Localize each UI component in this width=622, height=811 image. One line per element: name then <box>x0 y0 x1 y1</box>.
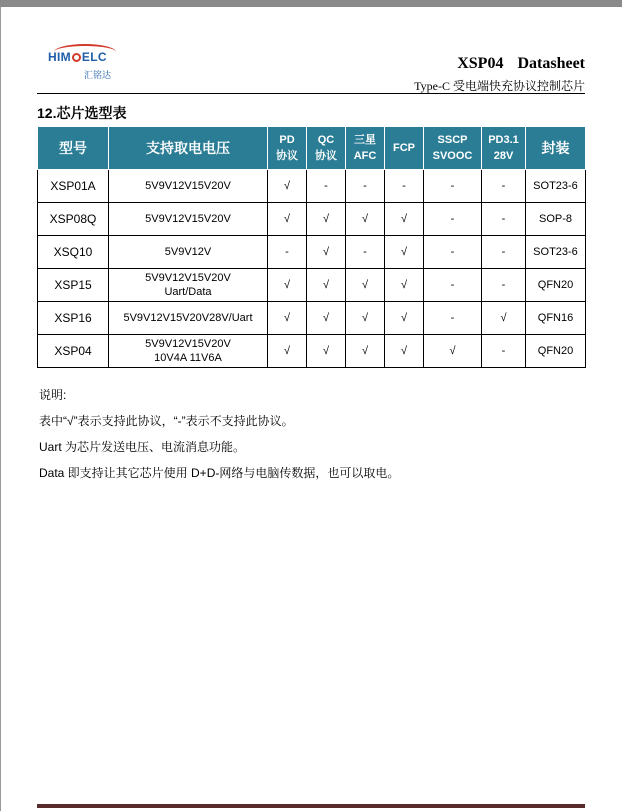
doc-type: Datasheet <box>517 55 585 72</box>
cell-model: XSP16 <box>38 302 109 335</box>
top-border <box>0 0 622 7</box>
cell-voltage-line: 5V9V12V15V20V <box>145 338 231 350</box>
cell-model: XSP01A <box>38 170 109 203</box>
cell-model: XSQ10 <box>38 236 109 269</box>
table-row <box>38 203 586 236</box>
cell-afc: √ <box>346 269 385 302</box>
column-header <box>482 127 526 170</box>
doc-id: XSP04 <box>457 55 504 72</box>
cell-sscp: - <box>424 203 482 236</box>
cell-voltage-line: 5V9V12V15V20V <box>145 180 231 192</box>
column-header-text: 协议 <box>315 150 337 162</box>
note-line: Data 即支持让其它芯片使用 D+D-网络与电脑传数据，也可以取电。 <box>39 466 400 480</box>
column-header <box>109 127 268 170</box>
table-row <box>38 302 586 335</box>
table-row <box>38 335 586 368</box>
cell-package: QFN20 <box>526 269 586 302</box>
column-header <box>346 127 385 170</box>
column-header-text: 支持取电电压 <box>146 140 230 156</box>
cell-voltage-line: 5V9V12V15V20V <box>145 213 231 225</box>
cell-afc: √ <box>346 203 385 236</box>
cell-fcp: √ <box>385 236 424 269</box>
cell-voltage <box>109 269 268 302</box>
bottom-border <box>37 804 585 808</box>
cell-pd31: - <box>482 335 526 368</box>
cell-sscp: √ <box>424 335 482 368</box>
cell-sscp: - <box>424 170 482 203</box>
column-header <box>38 127 109 170</box>
cell-voltage <box>109 170 268 203</box>
cell-pd: √ <box>268 335 307 368</box>
cell-package: SOT23-6 <box>526 170 586 203</box>
column-header-text: 协议 <box>276 150 298 162</box>
cell-pd31: - <box>482 203 526 236</box>
column-header-text: SSCP <box>437 134 468 146</box>
cell-voltage <box>109 236 268 269</box>
cell-fcp: √ <box>385 203 424 236</box>
column-header <box>307 127 346 170</box>
cell-fcp: √ <box>385 302 424 335</box>
table-header-row <box>38 127 586 170</box>
cell-qc: - <box>307 170 346 203</box>
column-header-text: SVOOC <box>432 150 473 162</box>
note-line: 表中“√”表示支持此协议，“-”表示不支持此协议。 <box>39 414 294 428</box>
company-logo <box>48 44 128 84</box>
cell-voltage-line: 5V9V12V <box>164 246 212 258</box>
cell-qc: √ <box>307 203 346 236</box>
column-header <box>424 127 482 170</box>
cell-pd31: - <box>482 269 526 302</box>
cell-pd: √ <box>268 203 307 236</box>
column-header <box>268 127 307 170</box>
cell-pd: √ <box>268 302 307 335</box>
column-header <box>385 127 424 170</box>
cell-pd31: - <box>482 236 526 269</box>
cell-voltage <box>109 203 268 236</box>
cell-sscp: - <box>424 236 482 269</box>
cell-fcp: √ <box>385 269 424 302</box>
cell-package: SOP-8 <box>526 203 586 236</box>
cell-package: SOT23-6 <box>526 236 586 269</box>
table-row <box>38 170 586 203</box>
cell-qc: √ <box>307 269 346 302</box>
logo-subtitle: 汇铭达 <box>84 70 112 80</box>
cell-pd31: √ <box>482 302 526 335</box>
column-header-text: PD <box>279 134 295 146</box>
cell-pd: - <box>268 236 307 269</box>
cell-package: QFN16 <box>526 302 586 335</box>
cell-voltage-line: 5V9V12V15V20V <box>145 272 231 284</box>
cell-model: XSP08Q <box>38 203 109 236</box>
notes-heading: 说明: <box>39 388 67 402</box>
header-divider <box>37 93 585 94</box>
cell-pd: √ <box>268 170 307 203</box>
cell-voltage-line: 5V9V12V15V20V28V/Uart <box>123 312 253 324</box>
cell-pd31: - <box>482 170 526 203</box>
column-header-text: 型号 <box>59 140 87 156</box>
cell-voltage <box>109 335 268 368</box>
notes-section <box>39 387 399 491</box>
chip-selection-table <box>37 126 586 368</box>
cell-model: XSP15 <box>38 269 109 302</box>
column-header-text: 三星 <box>354 134 376 146</box>
logo-text-left: HIM <box>48 50 71 64</box>
cell-qc: √ <box>307 236 346 269</box>
document-title <box>457 55 585 73</box>
column-header-text: 28V <box>493 150 514 162</box>
left-border <box>0 7 1 811</box>
cell-voltage <box>109 302 268 335</box>
cell-model: XSP04 <box>38 335 109 368</box>
column-header-text: AFC <box>353 150 377 162</box>
cell-afc: √ <box>346 302 385 335</box>
column-header-text: QC <box>317 134 335 146</box>
cell-afc: - <box>346 236 385 269</box>
cell-sscp: - <box>424 269 482 302</box>
section-title: 12.芯片选型表 <box>37 105 127 121</box>
table-row <box>38 269 586 302</box>
cell-qc: √ <box>307 335 346 368</box>
column-header <box>526 127 586 170</box>
logo-brand <box>48 50 107 64</box>
cell-pd: √ <box>268 269 307 302</box>
note-line: Uart 为芯片发送电压、电流消息功能。 <box>39 440 246 454</box>
cell-package: QFN20 <box>526 335 586 368</box>
cell-afc: √ <box>346 335 385 368</box>
cell-voltage-line: 10V4A 11V6A <box>154 352 222 364</box>
column-header-text: PD3.1 <box>488 134 519 146</box>
cell-qc: √ <box>307 302 346 335</box>
document-subtitle: Type-C 受电端快充协议控制芯片 <box>414 79 585 93</box>
table-row <box>38 236 586 269</box>
logo-ring-icon <box>72 53 81 62</box>
cell-afc: - <box>346 170 385 203</box>
logo-text-right: ELC <box>81 50 107 64</box>
cell-sscp: - <box>424 302 482 335</box>
cell-fcp: - <box>385 170 424 203</box>
column-header-text: FCP <box>393 142 415 154</box>
cell-fcp: √ <box>385 335 424 368</box>
cell-voltage-line: Uart/Data <box>164 286 212 298</box>
column-header-text: 封装 <box>541 140 570 156</box>
